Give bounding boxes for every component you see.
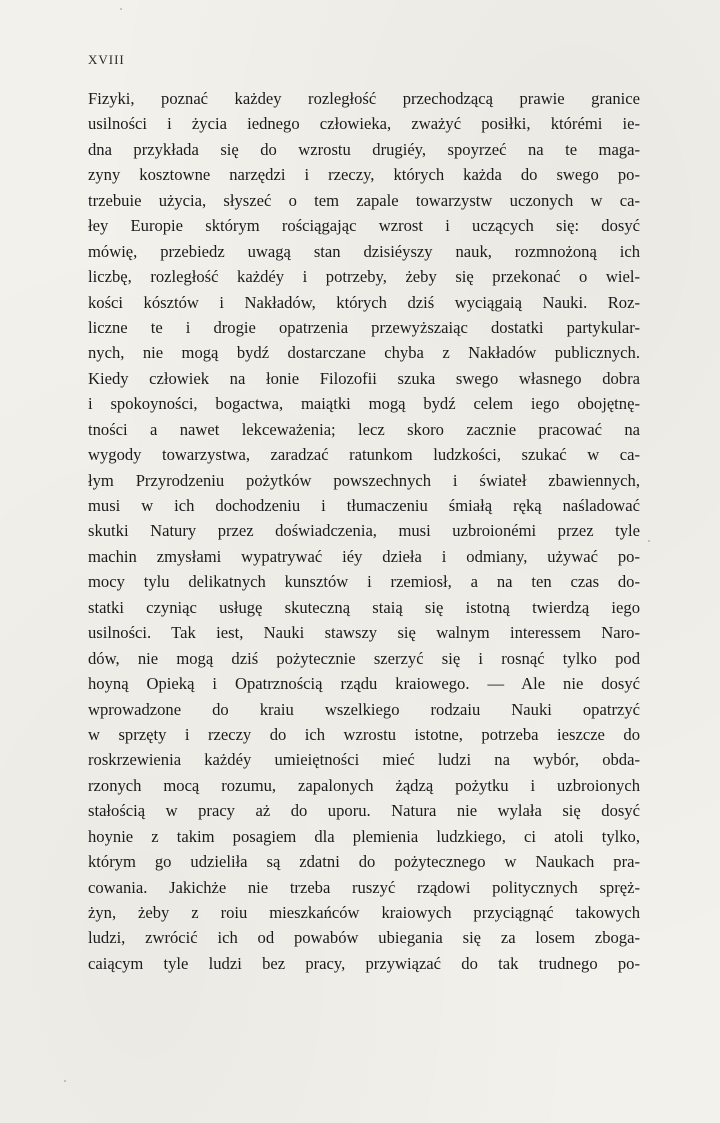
text-line: ludzi, zwrócić ich od powabów ubiegania się za losem zboga- (88, 928, 640, 948)
text-line: żyn, żeby z roiu mieszkańców kraiowych przyciągnąć takowych (88, 903, 640, 922)
paper-speck (120, 8, 122, 10)
text-line: w sprzęty i rzeczy do ich wzrostu istotne, potrzeba ieszcze do (88, 724, 640, 744)
body-text (88, 86, 640, 976)
text-line: musi w ich dochodzeniu i tłumaczeniu śmiałą ręką naśladować (88, 496, 640, 515)
text-line: łey Europie sktórym rościągając wzrost i uczących się: dosyć (88, 216, 640, 236)
text-line: hoyną Opieką i Opatrznością rządu kraiowego. — Ale nie dosyć (88, 674, 640, 694)
text-line: liczbę, rozległość każdéy i potrzeby, żeby się przekonać o wiel- (88, 267, 640, 287)
text-line: roskrzewienia każdéy umieiętności mieć ludzi na wybór, obda- (88, 750, 640, 770)
text-line: dów, nie mogą dziś pożytecznie szerzyć się i rosnąć tylko pod (88, 648, 640, 668)
paper-speck (64, 1080, 66, 1082)
text-line: usilności. Tak iest, Nauki stawszy się walnym interessem Naro- (88, 623, 640, 643)
page-number: XVIII (88, 52, 125, 67)
text-line: Kiedy człowiek na łonie Filozofii szuka swego własnego dobra (88, 368, 640, 388)
text-line: trzebuie użycia, słyszeć o tem zapale towarzystw uczonych w ca- (88, 190, 640, 210)
text-line: mówię, przebiedz uwagą stan dzisiéyszy nauk, rozmnożoną ich (88, 241, 640, 261)
text-line: zyny kosztowne narzędzi i rzeczy, których każda do swego po- (88, 165, 640, 185)
text-line: mocy tylu delikatnych kunsztów i rzemiosł, a na ten czas do- (88, 572, 640, 592)
text-line: machin zmysłami wypatrywać iéy dzieła i odmiany, używać po- (88, 546, 640, 566)
text-line: usilności i życia iednego człowieka, zważyć posiłki, którémi ie- (88, 114, 640, 134)
text-line: caiącym tyle ludzi bez pracy, przywiązać do tak trudnego po- (88, 953, 640, 973)
text-line: cowania. Jakichże nie trzeba ruszyć rządowi politycznych spręż- (88, 877, 640, 897)
text-line: tności a nawet lekceważenia; lecz skoro zacznie pracować na (88, 419, 640, 439)
text-line: stałością w pracy aż do uporu. Natura nie wylała się dosyć (88, 801, 640, 821)
text-line: i spokoyności, bogactwa, maiątki mogą bydź celem iego obojętnę- (88, 394, 640, 414)
text-line: dna przykłada się do wzrostu drugiéy, spoyrzeć na te maga- (88, 139, 640, 159)
text-line: kości kósztów i Nakładów, których dziś wyciągaią Nauki. Roz- (88, 292, 640, 312)
text-line: łym Przyrodzeniu pożytków powszechnych i świateł zbawiennych, (88, 470, 640, 490)
text-line: statki czyniąc usługę skuteczną staią się istotną twierdzą iego (88, 597, 640, 617)
text-line: rzonych mocą rozumu, zapalonych żądzą pożytku i uzbroionych (88, 775, 640, 795)
text-line: skutki Natury przez doświadczenia, musi uzbroionémi przez tyle (88, 521, 640, 541)
text-line: Fizyki, poznać każdey rozległość przechodzącą prawie granice (88, 89, 640, 108)
paper-speck (648, 540, 650, 542)
text-line: nych, nie mogą bydź dostarczane chyba z Nakładów publicznych. (88, 343, 640, 363)
text-line: liczne te i drogie opatrzenia przewyższaiąc dostatki partykular- (88, 317, 640, 337)
text-line: wygody towarzystwa, zaradzać ratunkom ludzkości, szukać w ca- (88, 445, 640, 465)
text-line: którym go udzieliła są zdatni do pożytecznego w Naukach pra- (88, 852, 640, 872)
text-line: hoynie z takim posagiem dla plemienia ludzkiego, ci atoli tylko, (88, 826, 640, 846)
text-line: wprowadzone do kraiu wszelkiego rodzaiu Nauki opatrzyć (88, 699, 640, 719)
